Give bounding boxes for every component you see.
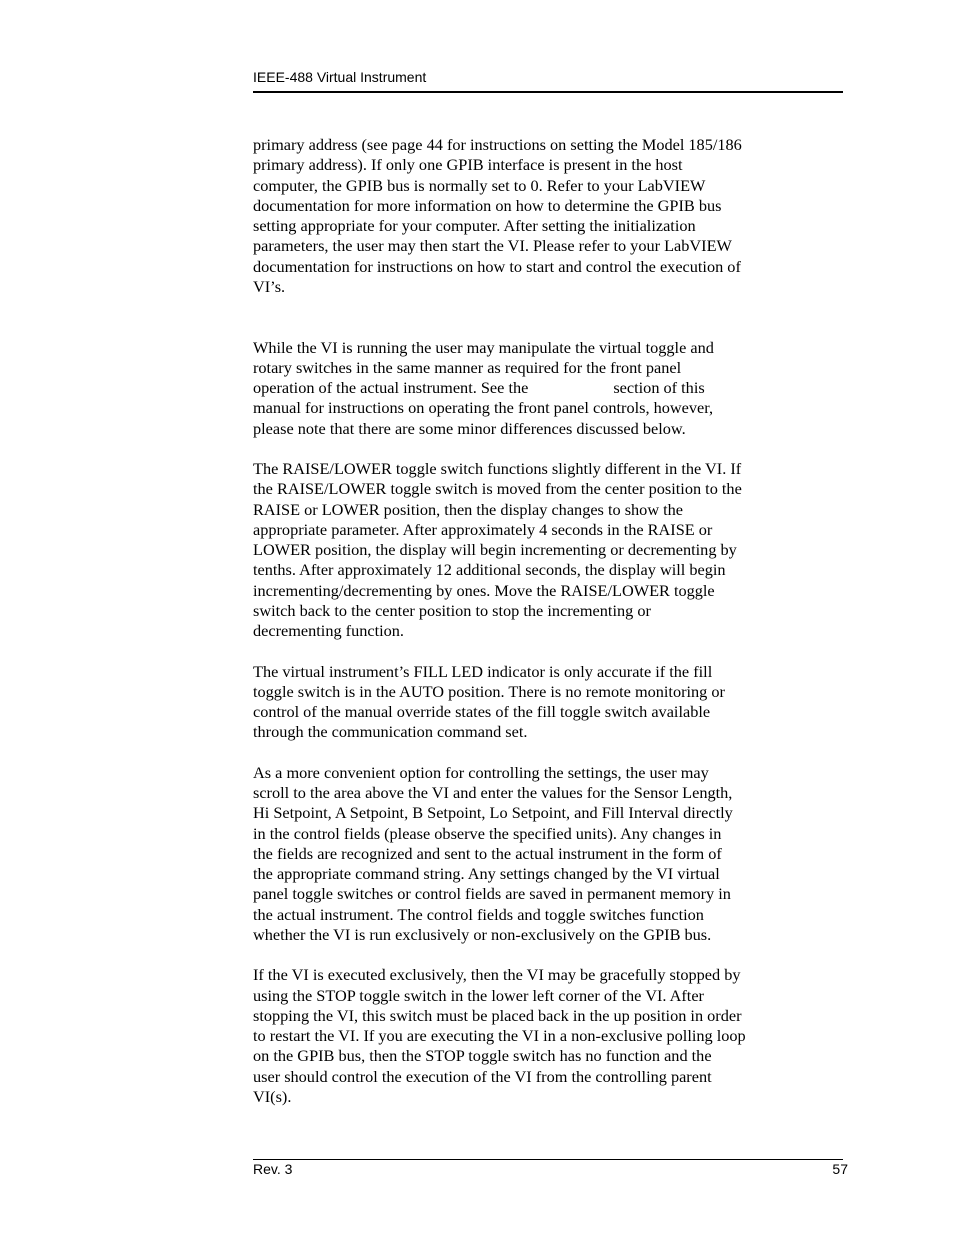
text-line: Hi Setpoint, A Setpoint, B Setpoint, Lo Setpoint, and Fill Interval directly [253, 803, 733, 823]
text-line: The virtual instrument’s FILL LED indicator is only accurate if the fill [253, 661, 713, 681]
text-line: tenths. After approximately 12 additional seconds, the display will begin [253, 560, 726, 580]
text-line: incrementing/decrementing by ones. Move the RAISE/LOWER toggle [253, 580, 715, 600]
body-text [253, 135, 843, 1107]
text-line: the RAISE/LOWER toggle switch is moved from the center position to the [253, 479, 742, 499]
text-line: primary address (see page 44 for instructions on setting the Model 185/186 [253, 135, 742, 154]
text-line: scroll to the area above the VI and enter the values for the Sensor Length, [253, 783, 733, 802]
text-line: control of the manual override states of the fill toggle switch available [253, 702, 711, 721]
text-line: documentation for more information on how to determine the GPIB bus [253, 195, 722, 215]
text-line: computer, the GPIB bus is normally set to 0. Refer to your LabVIEW [253, 175, 706, 195]
paragraph-gap [253, 439, 843, 459]
paragraph-raise-lower [253, 459, 843, 641]
paragraph-control-fields [253, 763, 843, 945]
text-line: through the communication command set. [253, 722, 528, 742]
text-line: primary address). If only one GPIB interface is present in the host [253, 155, 683, 175]
text-line: stopping the VI, this switch must be placed back in the up position in order [253, 1005, 742, 1025]
paragraph-fill-led [253, 662, 843, 743]
paragraph-initialization [253, 135, 843, 297]
text-line: If the VI is executed exclusively, then the VI may be gracefully stopped by [253, 965, 741, 985]
text-line: setting appropriate for your computer. After setting the initialization [253, 216, 696, 235]
section-gap [253, 297, 843, 338]
header-rule [253, 91, 843, 93]
text-line: manual for instructions on operating the front panel controls, however, [253, 398, 714, 418]
text-fragment: section of this [613, 378, 705, 397]
paragraph-gap [253, 743, 843, 763]
text-line: please note that there are some minor differences discussed below. [253, 418, 686, 438]
text-line: As a more convenient option for controlling the settings, the user may [253, 762, 709, 782]
running-header: IEEE-488 Virtual Instrument [253, 69, 427, 85]
text-line: toggle switch is in the AUTO position. There is no remote monitoring or [253, 681, 725, 701]
text-line: appropriate parameter. After approximately 4 seconds in the RAISE or [253, 519, 713, 539]
text-line: on the GPIB bus, then the STOP toggle switch has no function and the [253, 1046, 712, 1066]
text-line: in the control fields (please observe the specified units). Any changes in [253, 823, 722, 843]
text-line: documentation for instructions on how to start and control the execution of [253, 256, 741, 276]
text-fragment: operation of the actual instrument. See the [253, 378, 529, 397]
text-line: rotary switches in the same manner as required for the front panel [253, 357, 682, 377]
paragraph-stop-switch [253, 965, 843, 1107]
text-line: VI’s. [253, 276, 286, 296]
revision-label: Rev. 3 [253, 1161, 293, 1177]
page-number: 57 [832, 1161, 848, 1177]
paragraph-gap [253, 945, 843, 965]
text-line: using the STOP toggle switch in the lower left corner of the VI. After [253, 985, 704, 1005]
text-line: While the VI is running the user may manipulate the virtual toggle and [253, 337, 714, 357]
text-line: user should control the execution of the VI from the controlling parent [253, 1066, 712, 1086]
text-line: RAISE or LOWER position, then the display changes to show the [253, 499, 684, 519]
text-line [253, 378, 843, 398]
text-line: decrementing function. [253, 621, 404, 640]
footer-rule [253, 1159, 843, 1160]
text-line: parameters, the user may then start the VI. Please refer to your LabVIEW [253, 236, 732, 256]
text-line: The RAISE/LOWER toggle switch functions slightly different in the VI. If [253, 459, 742, 478]
text-line: switch back to the center position to stop the incrementing or [253, 600, 651, 620]
text-line: VI(s). [253, 1086, 292, 1106]
text-line: LOWER position, the display will begin incrementing or decrementing by [253, 540, 737, 559]
text-line: to restart the VI. If you are executing the VI in a non-exclusive polling loop [253, 1026, 746, 1045]
text-line: the appropriate command string. Any settings changed by the VI virtual [253, 864, 720, 883]
paragraph-running-vi [253, 338, 843, 439]
text-line: the actual instrument. The control fields and toggle switches function [253, 904, 704, 924]
paragraph-gap [253, 641, 843, 661]
text-line: whether the VI is run exclusively or non-exclusively on the GPIB bus. [253, 924, 712, 944]
text-line: the fields are recognized and sent to the actual instrument in the form of [253, 843, 722, 863]
text-line: panel toggle switches or control fields are saved in permanent memory in [253, 884, 731, 904]
